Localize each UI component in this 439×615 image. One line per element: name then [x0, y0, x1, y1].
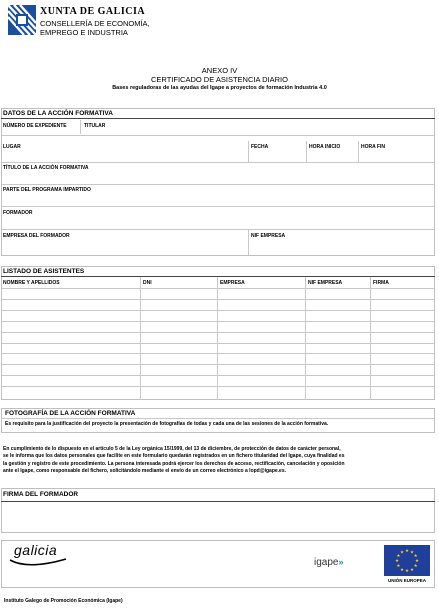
- xunta-logo: [8, 5, 36, 35]
- igape-arrow-icon: »: [338, 557, 344, 567]
- fotografia-text: Es requisito para la justificación del proyecto la presentación de fotografías de todas y cada una de las sesiones de la acción formativa.: [5, 421, 329, 427]
- nif-empresa-field[interactable]: [249, 240, 434, 254]
- asistente-row[interactable]: [2, 376, 434, 386]
- datos-section-title: DATOS DE LA ACCIÓN FORMATIVA: [3, 110, 113, 117]
- formador-label: FORMADOR: [3, 210, 33, 216]
- asistente-row[interactable]: [2, 289, 434, 299]
- col-dni: DNI: [143, 280, 152, 286]
- eu-star-icon: ★: [394, 558, 400, 564]
- nif-empresa-label: NIF EMPRESA: [251, 233, 286, 239]
- dept-line2: EMPREGO E INDUSTRIA: [40, 28, 128, 37]
- hora-fin-label: HORA FIN: [361, 144, 385, 150]
- asistente-row[interactable]: [2, 322, 434, 332]
- empresa-formador-field[interactable]: [2, 240, 248, 254]
- numero-expediente-label: NÚMERO DE EXPEDIENTE: [3, 123, 67, 129]
- lugar-label: LUGAR: [3, 144, 21, 150]
- dept-line1: CONSELLERÍA DE ECONOMÍA,: [40, 19, 150, 28]
- galicia-logo-text: galicia: [14, 542, 58, 558]
- asistentes-row-line: [1, 386, 435, 387]
- col-nif-empresa: NIF EMPRESA: [308, 280, 343, 286]
- document-subtitle: Bases reguladoras de las ayudas del Igape a proyectos de formación Industria 4.0: [112, 85, 327, 91]
- hora-inicio-label: HORA INICIO: [309, 144, 341, 150]
- eu-star-icon: ★: [409, 566, 415, 572]
- document-title: CERTIFICADO DE ASISTENCIA DIARIO: [151, 75, 288, 84]
- firma-field[interactable]: [2, 503, 434, 532]
- titulo-label: TÍTULO DE LA ACCIÓN FORMATIVA: [3, 165, 89, 171]
- asistente-row[interactable]: [2, 354, 434, 364]
- parte-label: PARTE DEL PROGRAMA IMPARTIDO: [3, 187, 91, 193]
- legal-notice: [3, 446, 345, 475]
- hora-inicio-field[interactable]: [307, 151, 358, 161]
- parte-field[interactable]: [2, 194, 434, 206]
- igape-logo-text: igape: [314, 557, 339, 568]
- legal-line4: ante el Igape, como responsable del fichero, solicitándolo mediante el envío de un correo electrónico a lopd@igape.es.: [3, 467, 287, 474]
- formador-field[interactable]: [2, 217, 434, 229]
- legal-line2: se le informa que los datos personales que facilite en este formulario quedarán registrados en un fichero titularidad del Igape, cuya finalidad es: [3, 453, 345, 460]
- fecha-label: FECHA: [251, 144, 269, 150]
- galicia-logo: [14, 542, 57, 560]
- asistente-row[interactable]: [2, 300, 434, 310]
- legal-line3: la gestión y registro de este procedimiento. La persona interesada podrá ejercer los derechos de acceso, rectificación, cancelación y oposición: [3, 460, 345, 467]
- lugar-field[interactable]: [2, 151, 248, 161]
- fotografia-section-title: FOTOGRAFÍA DE LA ACCIÓN FORMATIVA: [5, 410, 136, 417]
- asistente-row[interactable]: [2, 344, 434, 354]
- col-nombre: NOMBRE Y APELLIDOS: [3, 280, 60, 286]
- eu-label: UNIÓN EUROPEA: [387, 578, 426, 583]
- hora-fin-field[interactable]: [359, 151, 434, 161]
- eu-star-icon: ★: [399, 549, 405, 555]
- asistente-row[interactable]: [2, 365, 434, 375]
- eu-star-icon: ★: [399, 566, 405, 572]
- eu-star-icon: ★: [414, 558, 420, 564]
- eu-star-icon: ★: [396, 553, 401, 559]
- eu-star-icon: ★: [413, 553, 418, 559]
- institute-name: Instituto Galego de Promoción Económica (Igape): [4, 598, 123, 604]
- asistente-row[interactable]: [2, 333, 434, 343]
- eu-star-icon: ★: [409, 549, 415, 555]
- galicia-swoosh-icon: [8, 556, 68, 570]
- asistente-row[interactable]: [2, 311, 434, 321]
- annex-title: ANEXO IV: [201, 66, 238, 75]
- col-empresa: EMPRESA: [220, 280, 245, 286]
- firma-section-title: FIRMA DEL FORMADOR: [3, 491, 79, 498]
- asistentes-section-title: LISTADO DE ASISTENTES: [3, 268, 85, 275]
- igape-logo: [314, 557, 343, 568]
- org-name: XUNTA DE GALICIA: [40, 6, 146, 17]
- col-firma: FIRMA: [373, 280, 389, 286]
- eu-star-icon: ★: [404, 568, 410, 574]
- eu-star-icon: ★: [413, 563, 418, 569]
- eu-star-icon: ★: [404, 548, 410, 554]
- titulo-field[interactable]: [2, 172, 434, 184]
- titular-label: TITULAR: [84, 123, 106, 129]
- empresa-formador-label: EMPRESA DEL FORMADOR: [3, 233, 70, 239]
- eu-star-icon: ★: [396, 563, 401, 569]
- fecha-field[interactable]: [249, 151, 306, 161]
- eu-flag-icon: [384, 545, 430, 576]
- legal-line1: En cumplimiento de lo dispuesto en el artículo 5 de la Ley orgánica 15/1999, del 13 de diciembre, de protección de datos de carácter personal,: [3, 446, 341, 452]
